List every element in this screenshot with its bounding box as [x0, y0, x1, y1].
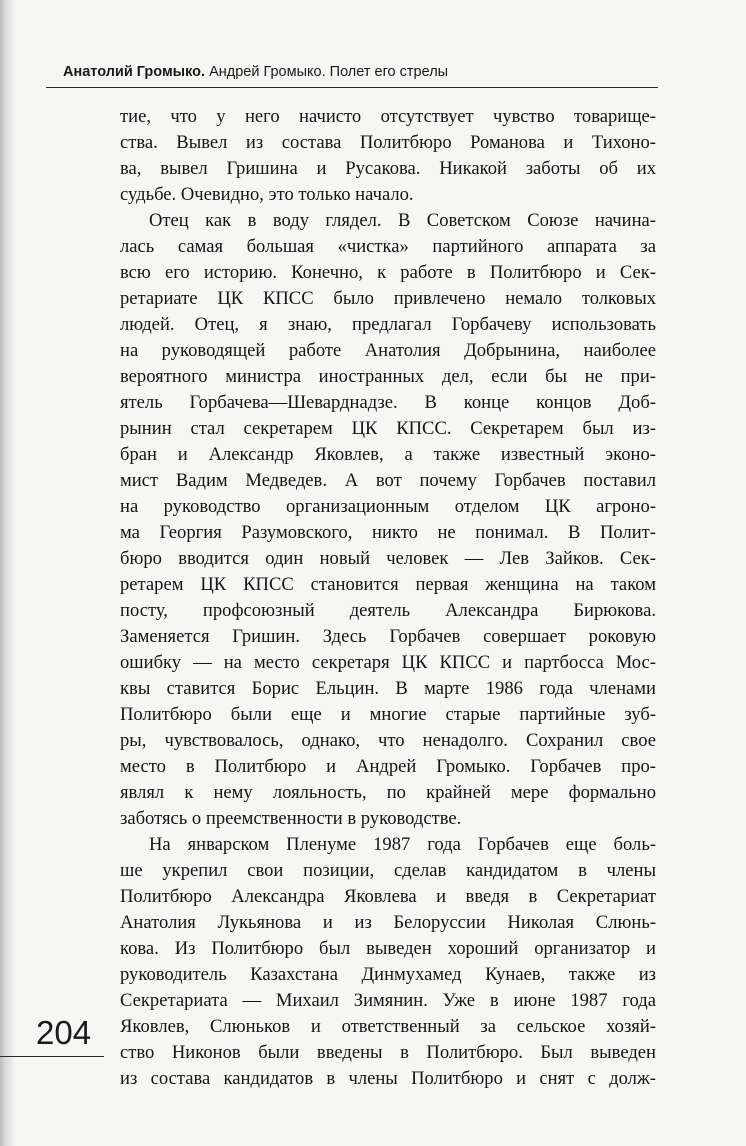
text-line: Политбюро Александра Яковлева и введя в Секретариат [120, 886, 656, 907]
text-line: ятель Горбачева—Шеварднадзе. В конце концов Доб- [120, 392, 656, 413]
text-line: ство Никонов были введены в Политбюро. Был выведен [120, 1042, 656, 1063]
text-line: на руководство организационным отделом ЦК агроно- [120, 496, 656, 517]
text-line: Яковлев, Слюньков и ответственный за сельское хозяй- [120, 1016, 656, 1037]
text-line: место в Политбюро и Андрей Громыко. Горбачев про- [120, 756, 656, 777]
paragraph-first-line: Отец как в воду глядел. В Советском Союзе начина- [149, 210, 656, 231]
text-line: бран и Александр Яковлев, а также известный эконо- [120, 444, 656, 465]
text-line: являл к нему лояльность, по крайней мере формально [120, 782, 656, 803]
text-line: ретариате ЦК КПСС было привлечено немало толковых [120, 288, 656, 309]
text-line: вероятного министра иностранных дел, если бы не при- [120, 366, 656, 387]
text-line: Политбюро были еще и многие старые партийные зуб- [120, 704, 656, 725]
running-header-title: Андрей Громыко. Полет его стрелы [209, 64, 449, 80]
header-rule [46, 87, 658, 88]
text-line: заботясь о преемственности в руководстве. [120, 808, 462, 829]
text-line: кова. Из Политбюро был выведен хороший организатор и [120, 938, 656, 959]
text-line: ры, чувствовалось, однако, что ненадолго. Сохранил свое [120, 730, 656, 751]
text-line: Заменяется Гришин. Здесь Горбачев совершает роковую [120, 626, 656, 647]
text-line: ства. Вывел из состава Политбюро Романова и Тихоно- [120, 132, 656, 153]
text-line: из состава кандидатов в члены Политбюро и снят с долж- [120, 1068, 656, 1089]
text-line: всю его историю. Конечно, к работе в Политбюро и Сек- [120, 262, 656, 283]
text-line: руководитель Казахстана Динмухамед Кунаев, также из [120, 964, 656, 985]
text-line: лась самая большая «чистка» партийного аппарата за [120, 236, 656, 257]
text-line: посту, профсоюзный деятель Александра Бирюкова. [120, 600, 656, 621]
running-header [63, 64, 448, 80]
text-line: ма Георгия Разумовского, никто не понимал. В Полит- [120, 522, 656, 543]
page-number-rule [0, 1056, 104, 1057]
text-line: рынин стал секретарем ЦК КПСС. Секретарем был из- [120, 418, 656, 439]
text-line: судьбе. Очевидно, это только начало. [120, 184, 414, 205]
text-line: мист Вадим Медведев. А вот почему Горбачев поставил [120, 470, 656, 491]
text-line: бюро вводится один новый человек — Лев Зайков. Сек- [120, 548, 656, 569]
text-line: людей. Отец, я знаю, предлагал Горбачеву использовать [120, 314, 656, 335]
text-line: Секретариата — Михаил Зимянин. Уже в июне 1987 года [120, 990, 656, 1011]
text-line: ошибку — на место секретаря ЦК КПСС и партбосса Мос- [120, 652, 656, 673]
text-line: на руководящей работе Анатолия Добрынина, наиболее [120, 340, 656, 361]
running-header-author: Анатолий Громыко. [63, 64, 206, 80]
text-line: квы ставится Борис Ельцин. В марте 1986 года членами [120, 678, 656, 699]
text-line: ва, вывел Гришина и Русакова. Никакой заботы об их [120, 158, 656, 179]
page-edge-shadow [0, 0, 16, 1146]
text-line: тие, что у него начисто отсутствует чувство товарище- [120, 106, 656, 127]
text-line: ше укрепил свои позиции, сделав кандидатом в члены [120, 860, 656, 881]
text-line: Анатолия Лукьянова и из Белоруссии Николая Слюнь- [120, 912, 656, 933]
paragraph-first-line: На январском Пленуме 1987 года Горбачев еще боль- [149, 834, 656, 855]
page-number: 204 [36, 1014, 92, 1051]
text-line: ретарем ЦК КПСС становится первая женщина на таком [120, 574, 656, 595]
